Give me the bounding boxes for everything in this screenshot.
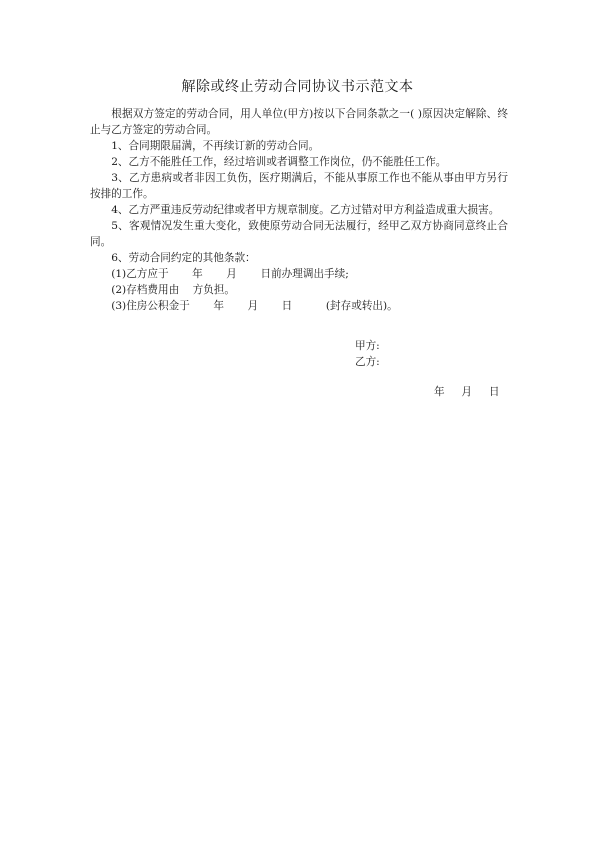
sub-item-2: (2)存档费用由 方负担。: [111, 284, 236, 296]
sub-item-1: (1)乙方应于 年 月 日前办理调出手续;: [111, 268, 349, 280]
clause-5: 5、客观情况发生重大变化，致使原劳动合同无法履行，经甲乙双方协商同意终止合同。: [90, 220, 508, 248]
date-line: 年 月 日: [434, 386, 500, 398]
document-title: 解除或终止劳动合同协议书示范文本: [181, 79, 414, 95]
sub-item-3: (3)住房公积金于 年 月 日 (封存或转出)。: [111, 300, 398, 312]
clause-1: 1、合同期限届满，不再续订新的劳动合同。: [111, 140, 320, 152]
clause-4: 4、乙方严重违反劳动纪律或者甲方规章制度。乙方过错对甲方利益造成重大损害。: [111, 204, 500, 216]
party-b-signature: 乙方:: [355, 356, 380, 368]
intro-paragraph: 根据双方签定的劳动合同，用人单位(甲方)按以下合同条款之一( )原因决定解除、终止与乙方签定的劳动合同。: [90, 108, 508, 136]
party-a-signature: 甲方:: [355, 340, 380, 352]
document-body: [90, 106, 508, 314]
clause-3: 3、乙方患病或者非因工负伤，医疗期满后，不能从事原工作也不能从事由甲方另行按排的工作。: [90, 172, 508, 200]
clause-2: 2、乙方不能胜任工作，经过培训或者调整工作岗位，仍不能胜任工作。: [111, 156, 447, 168]
clause-6: 6、劳动合同约定的其他条款：: [111, 252, 256, 264]
